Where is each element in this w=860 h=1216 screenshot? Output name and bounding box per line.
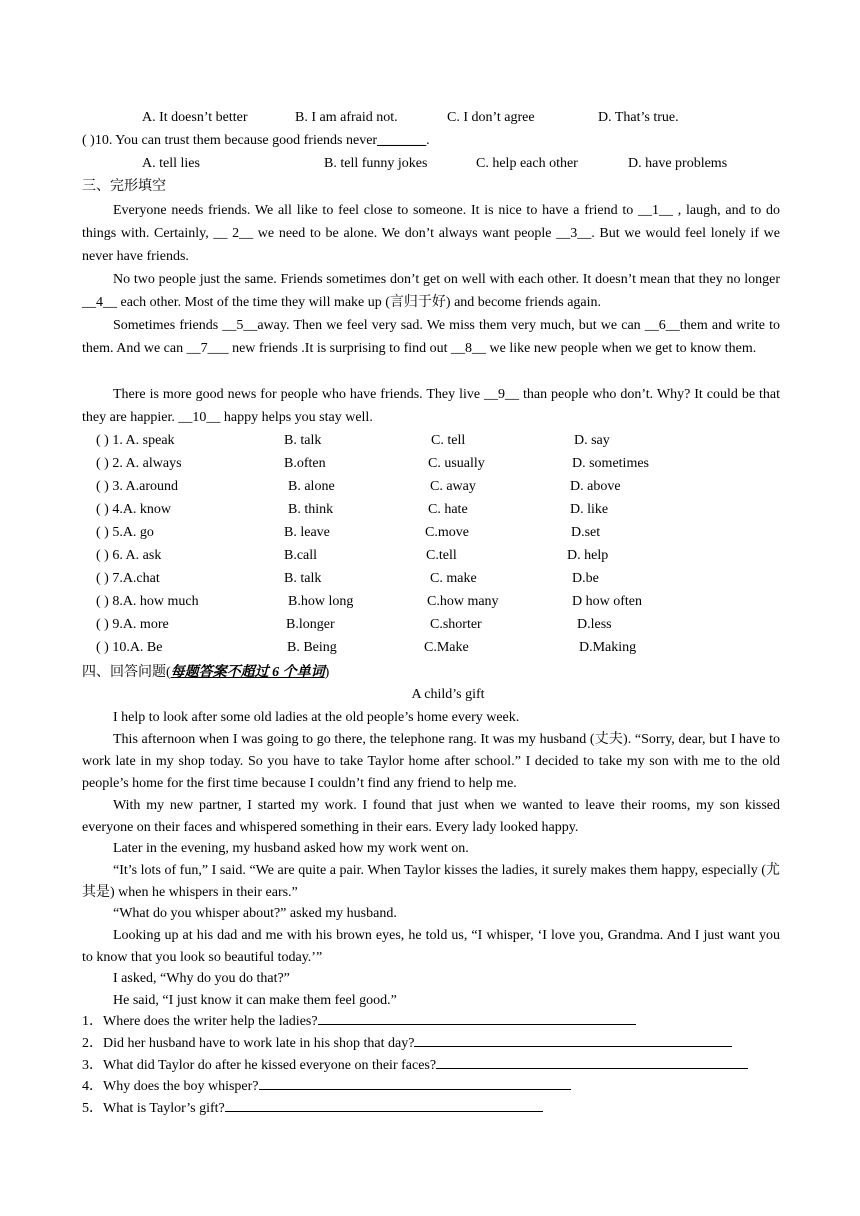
answer-question-text: 2．Did her husband have to work late in his shop that day?: [82, 1036, 415, 1051]
cloze-question-option-a: ( ) 1. A. speak: [96, 433, 175, 448]
cloze-paragraph-4: There is more good news for people who have friends. They live __9__ than people who don’t. Why? It could be that they are happier. __10__ happy helps you stay well.: [82, 387, 780, 425]
q10-blank: _______: [377, 133, 427, 148]
cloze-question-option-d: D.less: [577, 617, 612, 632]
answer-question-text: 1．Where does the writer help the ladies?: [82, 1014, 318, 1029]
q10-stem-text: ( )10. You can trust them because good friends never: [82, 133, 378, 148]
cloze-question-option-c: C.Make: [424, 640, 469, 655]
story-paragraph-3: With my new partner, I started my work. I found that just when we wanted to leave their rooms, my son kissed everyone on their faces and whispered something in their ears. Every lady looked happy.: [82, 798, 780, 835]
story-paragraph-9: He said, “I just know it can make them feel good.”: [113, 993, 397, 1008]
q10-stem-end: .: [426, 133, 430, 148]
cloze-question-option-d: D. say: [574, 433, 610, 448]
cloze-question-option-c: C.tell: [426, 548, 457, 563]
cloze-question-option-b: B.how long: [288, 594, 354, 609]
cloze-question-option-d: D how often: [572, 594, 642, 609]
cloze-question-option-d: D.be: [572, 571, 599, 586]
cloze-paragraph-2: No two people just the same. Friends sometimes don’t get on well with each other. It doesn’t mean that they no longer __4__ each other. Most of the time they will make up (言归于好) and become friends again.: [82, 272, 780, 310]
cloze-paragraph-1: Everyone needs friends. We all like to feel close to someone. It is nice to have a friend to __1__ , laugh, and to do things with. Certainly, __ 2__ we need to be alone. We don’t always want people __3__. But we would feel lonely if we never have friends.: [82, 203, 780, 264]
answer-question-2: [82, 1034, 732, 1053]
q9-option-b: B. I am afraid not.: [295, 110, 398, 125]
answer-question-text: 4．Why does the boy whisper?: [82, 1079, 259, 1094]
cloze-question-option-b: B. talk: [284, 433, 322, 448]
answer-question-1: [82, 1012, 636, 1031]
q9-option-c: C. I don’t agree: [447, 110, 535, 125]
answer-question-3: [82, 1056, 748, 1075]
cloze-question-option-b: B. alone: [288, 479, 335, 494]
answer-blank[interactable]: [225, 1099, 543, 1112]
answer-blank[interactable]: [318, 1012, 636, 1025]
cloze-question-option-c: C.shorter: [430, 617, 482, 632]
cloze-question-option-c: C. usually: [428, 456, 485, 471]
q10-stem: [82, 132, 430, 150]
section4-heading-note: 每题答案不超过 6 个单词: [170, 665, 325, 680]
cloze-question-option-c: C. hate: [428, 502, 468, 517]
cloze-question-option-c: C. away: [430, 479, 476, 494]
section3-heading: 三、完形填空: [82, 179, 166, 194]
section4-heading-text: 四、回答问题(: [82, 665, 171, 680]
story-paragraph-4: Later in the evening, my husband asked how my work went on.: [113, 841, 469, 856]
cloze-question-option-a: ( ) 7.A.chat: [96, 571, 160, 586]
answer-question-text: 5．What is Taylor’s gift?: [82, 1101, 225, 1116]
cloze-question-option-b: B. talk: [284, 571, 322, 586]
q10-option-a: A. tell lies: [142, 156, 200, 171]
q9-option-a: A. It doesn’t better: [142, 110, 248, 125]
cloze-question-option-d: D.Making: [579, 640, 637, 655]
cloze-question-option-d: D. sometimes: [572, 456, 649, 471]
cloze-question-option-d: D.set: [571, 525, 601, 540]
cloze-question-option-c: C. make: [430, 571, 477, 586]
story-paragraph-6: “What do you whisper about?” asked my husband.: [113, 906, 397, 921]
q9-option-d: D. That’s true.: [598, 110, 679, 125]
cloze-question-option-c: C. tell: [431, 433, 466, 448]
cloze-question-option-a: ( ) 3. A.around: [96, 479, 179, 494]
q10-option-c: C. help each other: [476, 156, 578, 171]
cloze-question-option-c: C.move: [425, 525, 469, 540]
cloze-question-option-b: B.call: [284, 548, 318, 563]
answer-blank[interactable]: [436, 1056, 748, 1069]
cloze-question-option-c: C.how many: [427, 594, 499, 609]
story-paragraph-7: Looking up at his dad and me with his brown eyes, he told us, “I whisper, ‘I love you, Grandma. And I just want you to know that you look so beautiful today.’”: [82, 928, 780, 965]
answer-question-text: 3．What did Taylor do after he kissed everyone on their faces?: [82, 1058, 437, 1073]
answer-question-5: [82, 1099, 543, 1118]
cloze-question-option-a: ( ) 2. A. always: [96, 456, 182, 471]
cloze-question-option-a: ( ) 4.A. know: [96, 502, 172, 517]
story-title: A child’s gift: [411, 687, 485, 702]
cloze-question-option-d: D. help: [567, 548, 609, 563]
cloze-question-option-a: ( ) 5.A. go: [96, 525, 154, 540]
story-paragraph-2: This afternoon when I was going to go there, the telephone rang. It was my husband (丈夫). “Sorry, dear, but I have to work late in my shop today. So you have to take Taylor home after school.” I decided to take my son with me to the old people’s home for the first time because I couldn’t find any friend to help me.: [82, 732, 780, 791]
cloze-question-option-b: B.longer: [286, 617, 335, 632]
answer-question-4: [82, 1077, 571, 1096]
answer-blank[interactable]: [259, 1077, 571, 1090]
section4-heading-end: ): [324, 665, 330, 680]
q10-option-d: D. have problems: [628, 156, 728, 171]
cloze-question-option-b: B. Being: [287, 640, 337, 655]
cloze-question-option-d: D. like: [570, 502, 609, 517]
cloze-question-option-d: D. above: [570, 479, 621, 494]
cloze-question-option-a: ( ) 9.A. more: [96, 617, 169, 632]
answer-blank[interactable]: [414, 1034, 732, 1047]
cloze-question-option-a: ( ) 8.A. how much: [96, 594, 199, 609]
q10-option-b: B. tell funny jokes: [324, 156, 428, 171]
cloze-question-option-b: B. think: [288, 502, 334, 517]
story-paragraph-8: I asked, “Why do you do that?”: [113, 971, 290, 986]
section4-heading: [82, 664, 329, 682]
story-paragraph-1: I help to look after some old ladies at the old people’s home every week.: [113, 710, 520, 725]
cloze-paragraph-3: Sometimes friends __5__away. Then we feel very sad. We miss them very much, but we can __6__them and write to them. And we can __7___ new friends .It is surprising to find out __8__ we like new people when we get to know them.: [82, 318, 780, 356]
cloze-question-option-b: B. leave: [284, 525, 330, 540]
cloze-question-option-b: B.often: [284, 456, 326, 471]
cloze-question-option-a: ( ) 6. A. ask: [96, 548, 162, 563]
story-paragraph-5: “It’s lots of fun,” I said. “We are quite a pair. When Taylor kisses the ladies, it surely makes them happy, especially (尤其是) when he whispers in their ears.”: [82, 863, 780, 900]
cloze-question-option-a: ( ) 10.A. Be: [96, 640, 163, 655]
